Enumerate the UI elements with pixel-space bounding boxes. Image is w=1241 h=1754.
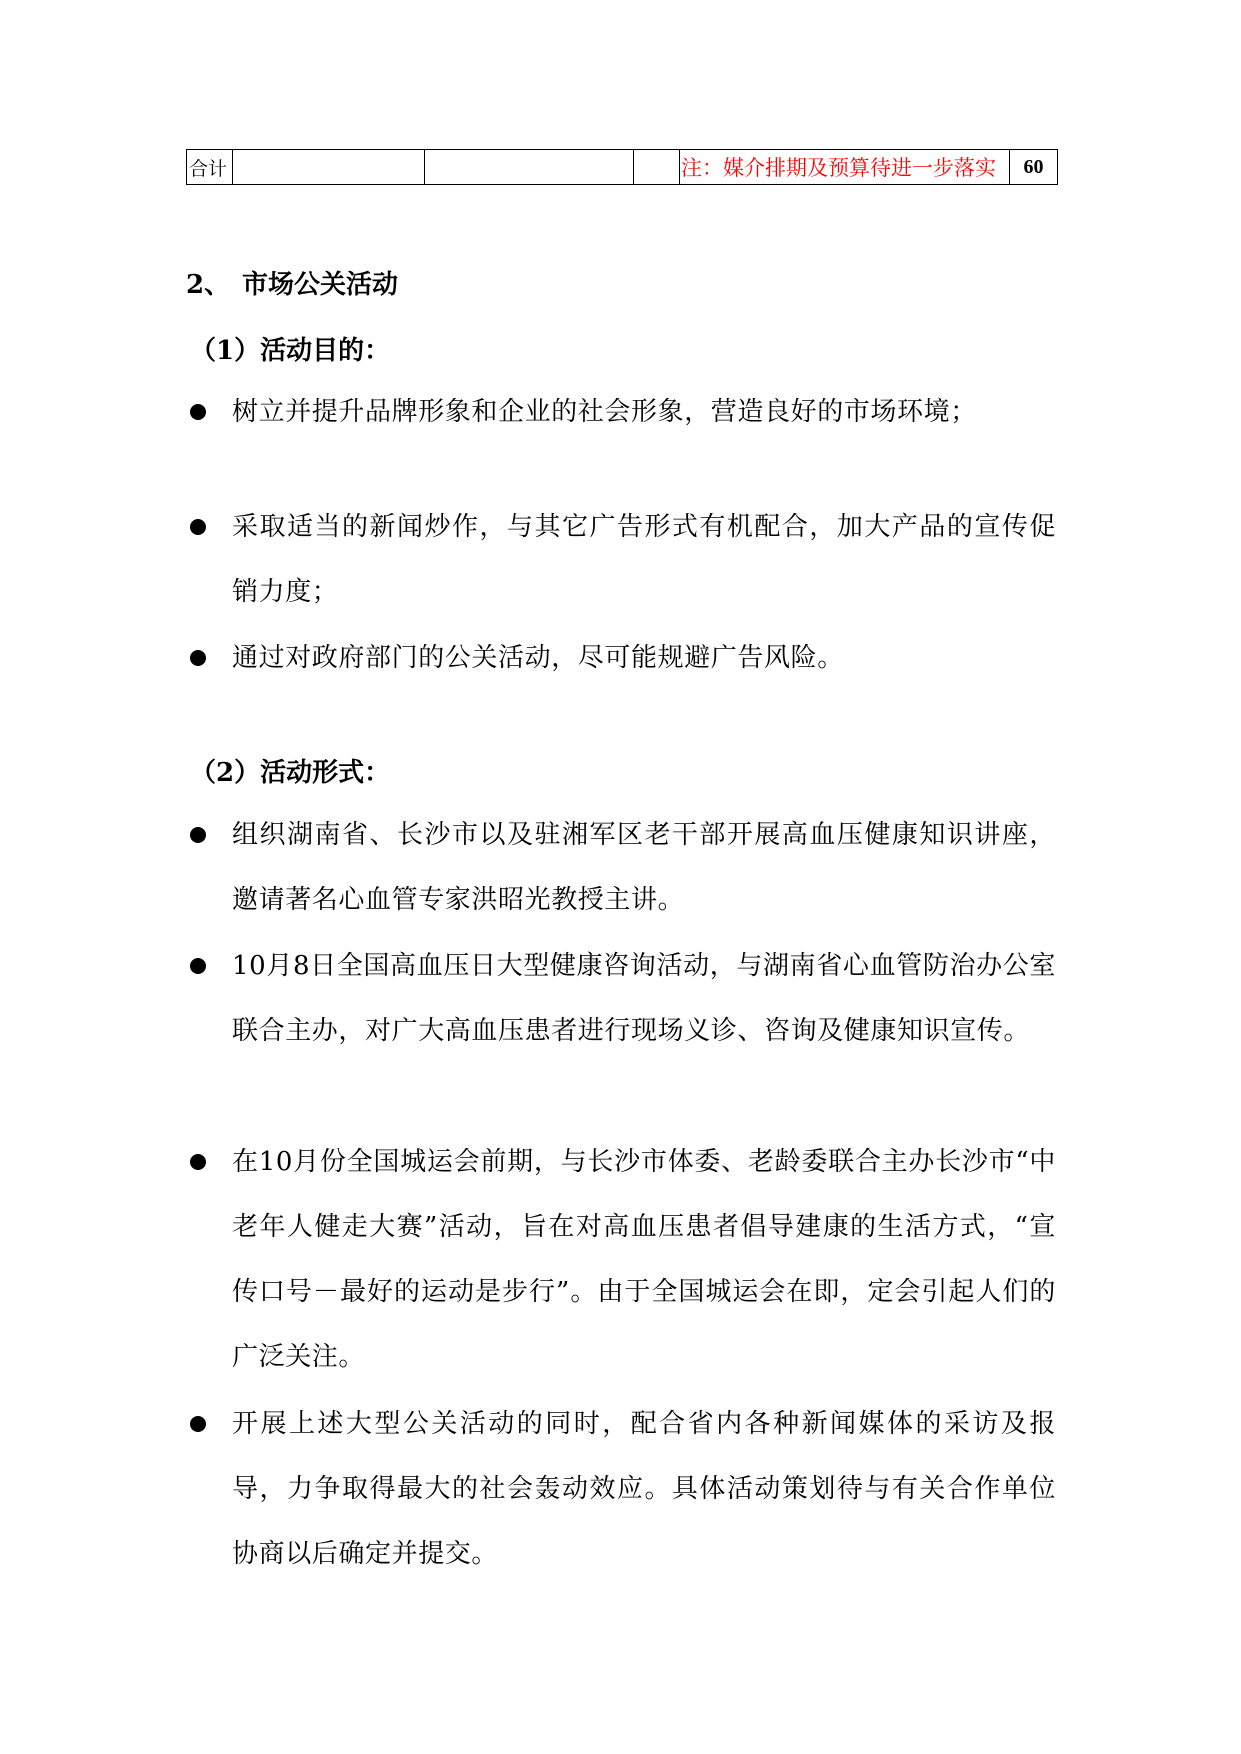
total-label-cell: 合计: [186, 150, 232, 184]
bullet-icon: [190, 827, 206, 843]
list-item: [186, 1392, 1056, 1587]
list-item: [186, 495, 1056, 625]
empty-cell: [633, 150, 679, 184]
list-item: [186, 380, 1056, 445]
section-title: 市场公关活动: [242, 270, 399, 300]
list-item-text: 树立并提升品牌形象和企业的社会形象，营造良好的市场环境；: [232, 397, 977, 427]
list-item: [186, 626, 1056, 691]
section-number: 2、: [186, 270, 231, 300]
empty-cell: [232, 150, 424, 184]
list-item-text: 10月8日全国高血压日大型健康咨询活动，与湖南省心血管防治办公室联合主办，对广大高血压患者进行现场义诊、咨询及健康知识宣传。: [232, 951, 1056, 1046]
list-item-text: 在10月份全国城运会前期，与长沙市体委、老龄委联合主办长沙市“中老年人健走大赛”活动，旨在对高血压患者倡导建康的生活方式，“宣传口号－最好的运动是步行”。由于全国城运会在即，定会引起人们的广泛关注。: [232, 1147, 1056, 1372]
list-item-text: 采取适当的新闻炒作，与其它广告形式有机配合，加大产品的宣传促销力度；: [232, 512, 1056, 607]
bullet-icon: [190, 404, 206, 420]
empty-cell: [424, 150, 633, 184]
section-heading: [186, 264, 398, 301]
list-item: [186, 934, 1056, 1064]
budget-total-row: [186, 149, 1058, 185]
bullet-icon: [190, 958, 206, 974]
bullet-icon: [190, 650, 206, 666]
list-item-text: 通过对政府部门的公关活动，尽可能规避广告风险。: [232, 643, 844, 673]
total-value-cell: 60: [1009, 150, 1058, 184]
list-item-text: 开展上述大型公关活动的同时，配合省内各种新闻媒体的采访及报导，力争取得最大的社会轰动效应。具体活动策划待与有关合作单位协商以后确定并提交。: [232, 1409, 1056, 1569]
bullet-icon: [190, 519, 206, 535]
list-item-text: 组织湖南省、长沙市以及驻湘军区老干部开展高血压健康知识讲座，邀请著名心血管专家洪昭光教授主讲。: [232, 820, 1056, 915]
bullet-icon: [190, 1416, 206, 1432]
purpose-heading: （1）活动目的：: [190, 336, 391, 366]
forms-heading: （2）活动形式：: [190, 758, 391, 788]
list-item: [186, 1130, 1056, 1390]
budget-note-cell: 注：媒介排期及预算待进一步落实: [679, 150, 1009, 184]
bullet-icon: [190, 1154, 206, 1170]
list-item: [186, 803, 1056, 933]
